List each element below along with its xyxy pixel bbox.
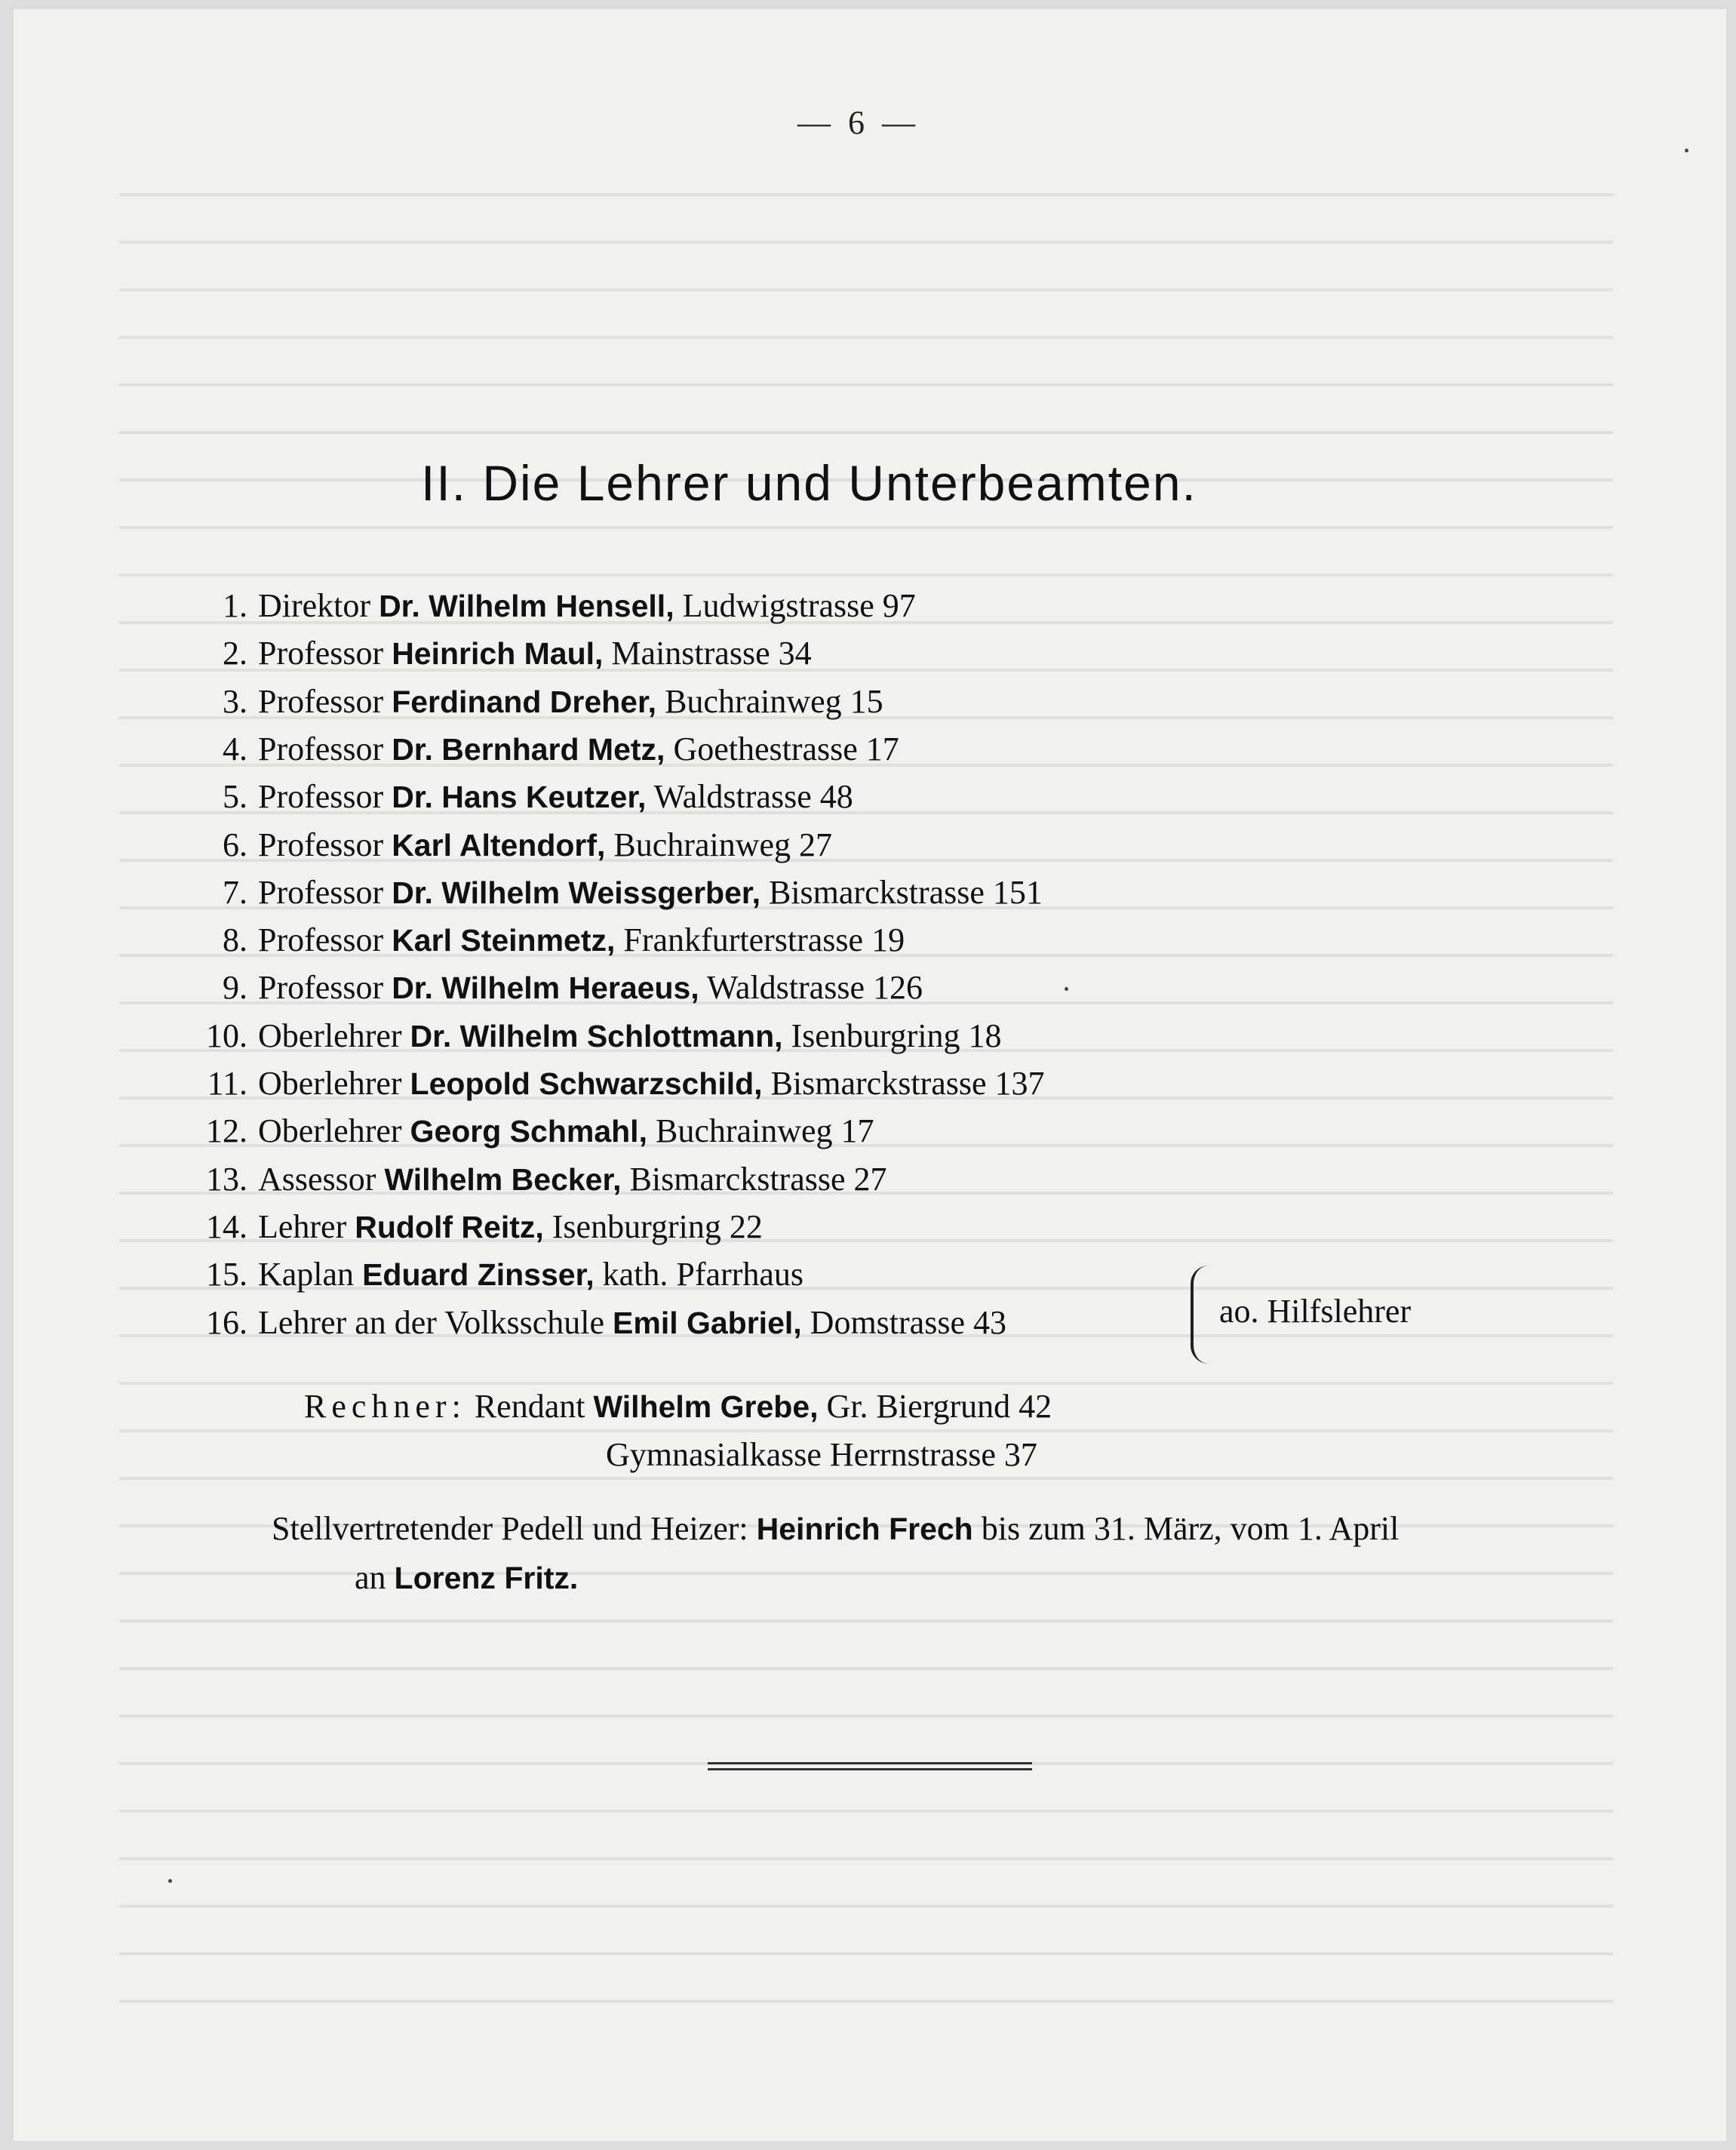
pedell-period-2-prefix: an bbox=[355, 1559, 386, 1596]
staff-row bbox=[195, 1156, 1477, 1203]
staff-number: 12. bbox=[206, 1112, 247, 1149]
staff-row bbox=[195, 630, 1477, 677]
staff-row bbox=[195, 869, 1477, 916]
staff-name: Georg Schmahl, bbox=[410, 1114, 647, 1149]
staff-list bbox=[14, 9, 1726, 2141]
staff-number: 7. bbox=[223, 874, 247, 911]
kasse-line: Gymnasialkasse Herrnstrasse 37 bbox=[606, 1436, 1037, 1473]
staff-number: 11. bbox=[207, 1065, 247, 1102]
staff-title: Oberlehrer bbox=[258, 1112, 402, 1149]
rechner-label: Rechner: bbox=[304, 1388, 466, 1425]
pedell-line-2 bbox=[355, 1558, 578, 1597]
ink-speck bbox=[1685, 149, 1688, 152]
staff-number: 3. bbox=[223, 683, 247, 720]
staff-row bbox=[195, 774, 1477, 820]
page-number: — 6 — bbox=[797, 104, 920, 141]
staff-address: Buchrainweg 17 bbox=[655, 1112, 874, 1149]
staff-name: Karl Steinmetz, bbox=[392, 923, 616, 958]
brace-icon bbox=[1191, 1266, 1216, 1364]
staff-row bbox=[195, 678, 1477, 725]
staff-title: Professor bbox=[258, 683, 384, 720]
staff-row bbox=[195, 964, 1477, 1011]
rechner-address: Gr. Biergrund 42 bbox=[826, 1388, 1052, 1425]
divider-rule bbox=[708, 1768, 1032, 1770]
staff-row bbox=[195, 1108, 1477, 1155]
staff-name: Dr. Wilhelm Hensell, bbox=[379, 589, 674, 623]
staff-title: Professor bbox=[258, 826, 384, 863]
staff-address: Ludwigstrasse 97 bbox=[682, 587, 916, 624]
staff-title: Professor bbox=[258, 778, 384, 815]
staff-address: Bismarckstrasse 137 bbox=[770, 1065, 1045, 1102]
staff-title: Lehrer bbox=[258, 1208, 347, 1245]
staff-number: 6. bbox=[223, 826, 247, 863]
staff-address: Isenburgring 18 bbox=[791, 1017, 1002, 1054]
divider-rule bbox=[708, 1762, 1032, 1764]
staff-number: 8. bbox=[223, 921, 247, 958]
staff-number: 9. bbox=[223, 969, 247, 1006]
staff-number: 2. bbox=[223, 635, 247, 672]
ink-speck bbox=[1065, 987, 1068, 991]
staff-number: 15. bbox=[206, 1256, 247, 1293]
staff-row bbox=[195, 1251, 1477, 1298]
pedell-name-2: Lorenz Fritz. bbox=[394, 1561, 579, 1595]
pedell-line bbox=[272, 1509, 1399, 1548]
staff-title: Professor bbox=[258, 731, 384, 767]
staff-number: 13. bbox=[206, 1161, 247, 1198]
staff-row bbox=[195, 1060, 1477, 1107]
staff-title: Oberlehrer bbox=[258, 1017, 402, 1054]
staff-row bbox=[195, 1204, 1477, 1250]
pedell-name-1: Heinrich Frech bbox=[756, 1512, 973, 1546]
staff-name: Karl Altendorf, bbox=[392, 828, 606, 863]
staff-title: Direktor bbox=[258, 587, 371, 624]
staff-address: Mainstrasse 34 bbox=[611, 635, 812, 672]
staff-name: Dr. Wilhelm Weissgerber, bbox=[392, 875, 760, 910]
staff-number: 10. bbox=[206, 1017, 247, 1054]
staff-number: 5. bbox=[223, 778, 247, 815]
staff-name: Rudolf Reitz, bbox=[355, 1210, 544, 1244]
staff-address: Buchrainweg 15 bbox=[665, 683, 883, 720]
staff-address: Waldstrasse 48 bbox=[653, 778, 853, 815]
section-heading: II. Die Lehrer und Unterbeamten. bbox=[421, 455, 1197, 511]
staff-name: Eduard Zinsser, bbox=[362, 1257, 595, 1292]
staff-row bbox=[195, 583, 1477, 629]
rechner-title: Rendant bbox=[474, 1388, 585, 1425]
staff-name: Dr. Bernhard Metz, bbox=[392, 732, 665, 767]
rechner-line bbox=[304, 1387, 1052, 1426]
staff-name: Wilhelm Becker, bbox=[384, 1162, 622, 1197]
rechner-name: Wilhelm Grebe, bbox=[593, 1389, 819, 1424]
staff-title: Kaplan bbox=[258, 1256, 355, 1293]
ink-speck bbox=[168, 1879, 172, 1883]
staff-title: Oberlehrer bbox=[258, 1065, 402, 1102]
staff-name: Ferdinand Dreher, bbox=[392, 684, 657, 719]
staff-number: 16. bbox=[206, 1304, 247, 1341]
staff-name: Leopold Schwarzschild, bbox=[410, 1066, 763, 1101]
staff-address: Domstrasse 43 bbox=[810, 1304, 1006, 1341]
staff-name: Heinrich Maul, bbox=[392, 636, 604, 671]
staff-address: Isenburgring 22 bbox=[552, 1208, 763, 1245]
staff-row bbox=[195, 1013, 1477, 1060]
staff-number: 4. bbox=[223, 731, 247, 767]
staff-title: Assessor bbox=[258, 1161, 376, 1198]
staff-title: Professor bbox=[258, 969, 384, 1006]
staff-row bbox=[195, 917, 1477, 964]
staff-address: Waldstrasse 126 bbox=[706, 969, 923, 1006]
staff-name: Emil Gabriel, bbox=[613, 1306, 802, 1340]
staff-address: kath. Pfarrhaus bbox=[602, 1256, 804, 1293]
staff-row bbox=[195, 726, 1477, 773]
staff-number: 14. bbox=[206, 1208, 247, 1245]
staff-number: 1. bbox=[223, 587, 247, 624]
pedell-label: Stellvertretender Pedell und Heizer: bbox=[272, 1510, 748, 1547]
pedell-period-1: bis zum 31. März, vom 1. April bbox=[981, 1510, 1400, 1547]
staff-address: Frankfurterstrasse 19 bbox=[623, 921, 905, 958]
staff-row bbox=[195, 822, 1477, 869]
staff-name: Dr. Wilhelm Heraeus, bbox=[392, 970, 699, 1005]
document-page bbox=[14, 9, 1726, 2141]
staff-title: Professor bbox=[258, 635, 384, 672]
staff-title: Lehrer an der Volksschule bbox=[258, 1304, 605, 1341]
staff-address: Bismarckstrasse 27 bbox=[629, 1161, 887, 1198]
staff-name: Dr. Hans Keutzer, bbox=[392, 780, 647, 814]
staff-address: Buchrainweg 27 bbox=[613, 826, 833, 863]
aux-teachers-label: ao. Hilfslehrer bbox=[1219, 1293, 1412, 1330]
staff-address: Goethestrasse 17 bbox=[673, 731, 899, 767]
staff-name: Dr. Wilhelm Schlottmann, bbox=[410, 1019, 783, 1053]
staff-title: Professor bbox=[258, 921, 384, 958]
staff-title: Professor bbox=[258, 874, 384, 911]
staff-address: Bismarckstrasse 151 bbox=[768, 874, 1043, 911]
